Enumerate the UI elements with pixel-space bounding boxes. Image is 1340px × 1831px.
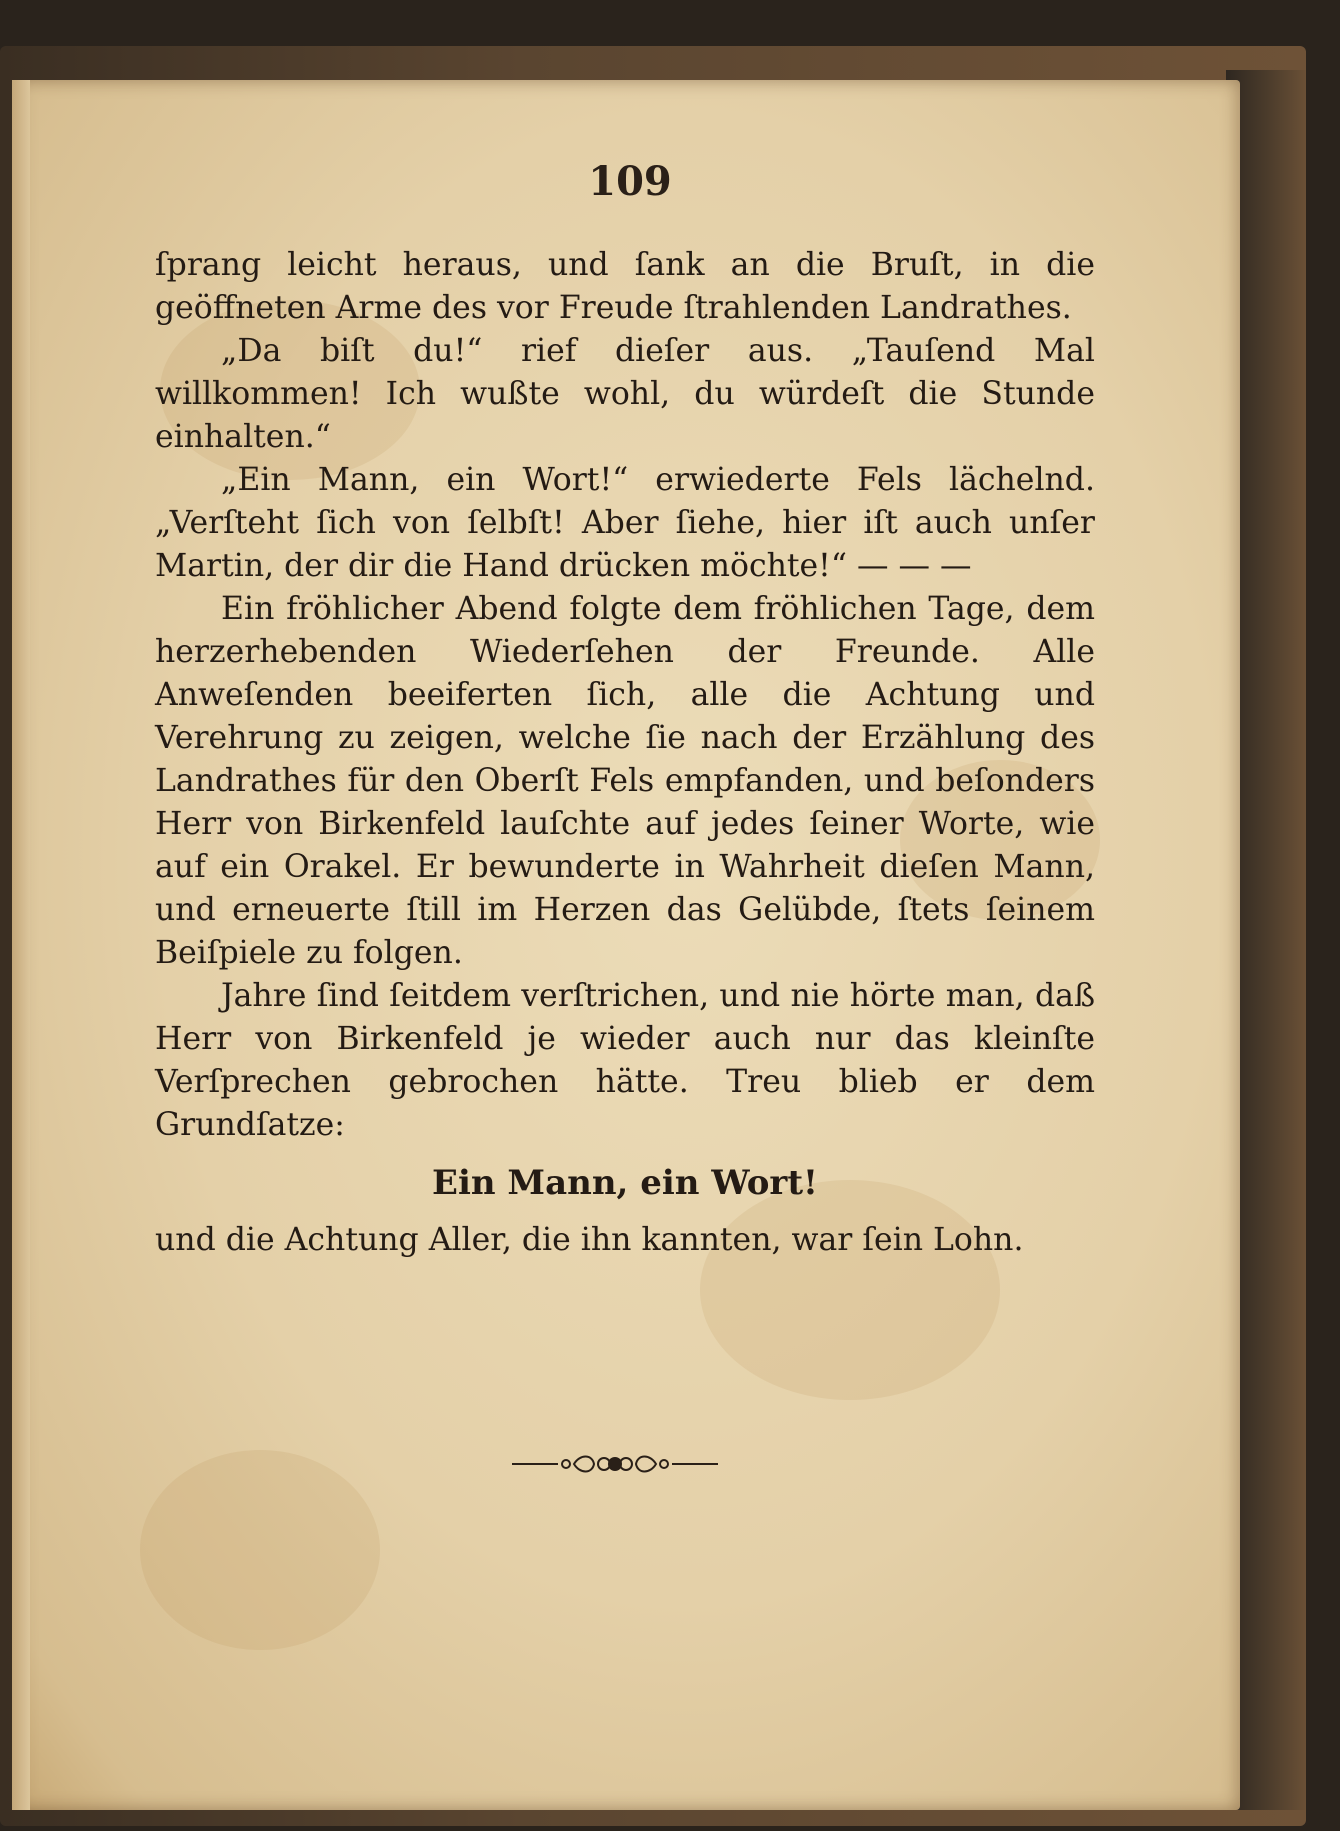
closing-line: und die Achtung Aller, die ihn kannten, war ſein Lohn.	[155, 1222, 1024, 1258]
paragraph: ſprang leicht heraus, und ſank an die Bruſt, in die geöffneten Arme des vor Freude ſtrahlenden Landrathes.	[155, 247, 1095, 326]
page-text	[155, 244, 1095, 1262]
paragraph: Ein fröhlicher Abend folgte dem fröhlichen Tage, dem herzerhebenden Wiederſehen der Freunde. Alle Anweſenden beeiferten ſich, alle die Achtung und Verehrung zu zeigen, welche ſie nach der Erzählung des Landrathes für den Oberſt Fels empfanden, und beſonders Herr von Birkenfeld lauſchte auf jedes ſeiner Worte, wie auf ein Orakel. Er bewunderte in Wahrheit dieſen Mann, und erneuerte ſtill im Herzen das Gelübde, ſtets ſeinem Beiſpiele zu folgen.	[155, 591, 1095, 971]
paragraph: „Ein Mann, ein Wort!“ erwiederte Fels lächelnd. „Verſteht ſich von ſelbſt! Aber ſiehe, hier iſt auch unſer Martin, der dir die Hand drücken möchte!“ — — —	[155, 462, 1095, 584]
decorative-flourish-icon	[510, 1452, 720, 1476]
paragraph: „Da biſt du!“ rief dieſer aus. „Tauſend Mal willkommen! Ich wußte wohl, du würdeſt die Stunde einhalten.“	[155, 333, 1095, 455]
motto: Ein Mann, ein Wort!	[432, 1163, 818, 1203]
page-gutter	[12, 80, 30, 1810]
page-number: 109	[588, 158, 672, 205]
paper-stain	[140, 1450, 380, 1650]
paragraph: Jahre ſind ſeitdem verſtrichen, und nie hörte man, daß Herr von Birkenfeld je wieder auch nur das kleinſte Verſprechen gebrochen hätte. Treu blieb er dem Grundſatze:	[155, 978, 1095, 1143]
